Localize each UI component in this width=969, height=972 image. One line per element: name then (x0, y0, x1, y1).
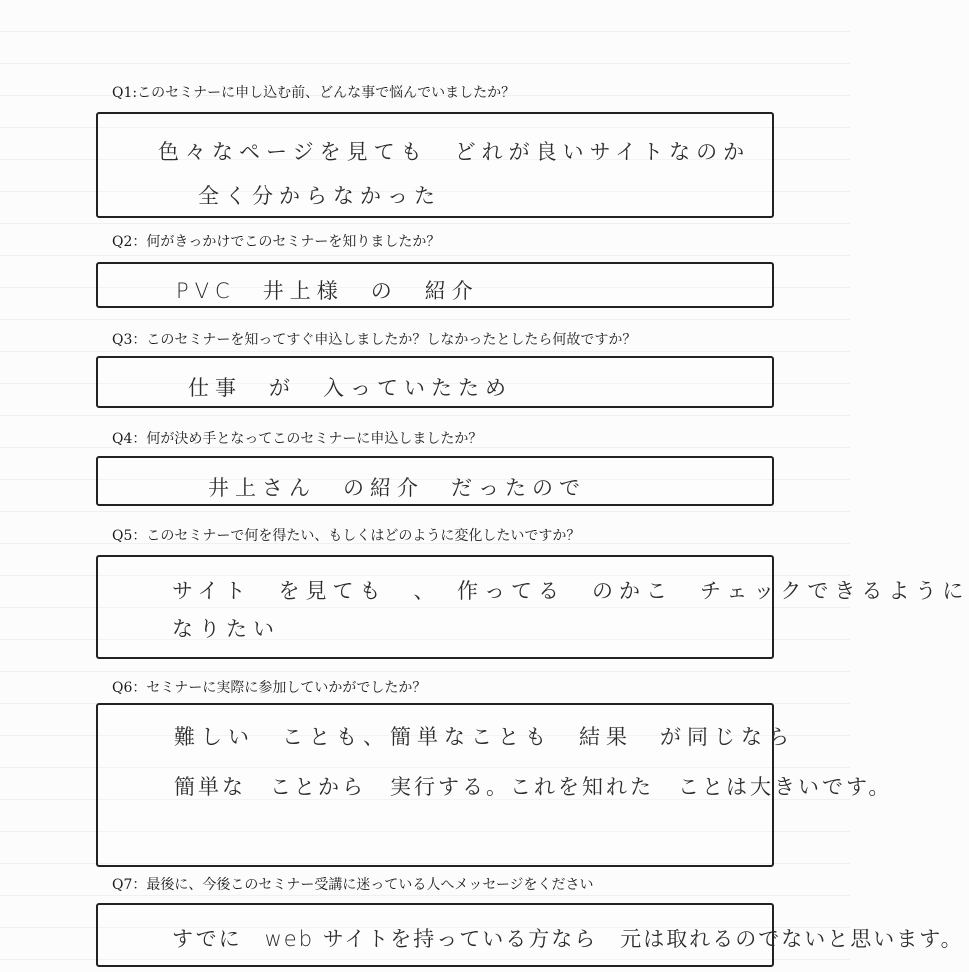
answer-6-box (96, 703, 893, 867)
answer-1-line-2: 全く分からなかった (198, 184, 441, 208)
question-3-label: Q3：このセミナーを知ってすぐ申込しましたか？しなかったとしたら何故ですか？ (112, 332, 637, 348)
answer-6-line-1: 難しい ことも、簡単なことも 結果 が同じなら (174, 725, 795, 749)
answer-7-line-1: すでに web サイトを持っている方なら 元は取れるのでないと思います。 (172, 927, 964, 951)
answer-7-box (96, 903, 964, 967)
question-2-label: Q2：何がきっかけでこのセミナーを知りましたか？ (112, 234, 441, 250)
question-5-label: Q5：このセミナーで何を得たい、もしくはどのように変化したいですか？ (112, 528, 581, 544)
answer-5-box (96, 555, 969, 659)
answer-5-line-1: サイト を見ても 、 作ってる のかこ チェックできるように (172, 579, 969, 603)
question-4-label: Q4：何が決め手となってこのセミナーに申込しましたか？ (112, 431, 483, 447)
answer-2-line-1: PVC 井上様 の 紹介 (176, 279, 479, 303)
answer-2-box (96, 262, 774, 308)
answer-5-line-2: なりたい (172, 617, 280, 641)
question-7-label: Q7：最後に、今後このセミナー受講に迷っている人へメッセージをください (112, 877, 594, 893)
question-6-label: Q6：セミナーに実際に参加していかがでしたか？ (112, 680, 427, 696)
question-1-label: Q1:このセミナーに申し込む前、どんな事で悩んでいましたか？ (112, 85, 516, 101)
answer-6-line-2: 簡単な ことから 実行する。これを知れた ことは大きいです。 (174, 775, 893, 799)
answer-3-box (96, 356, 774, 408)
answer-1-line-1: 色々なページを見ても どれが良いサイトなのか (158, 140, 751, 164)
answer-3-line-1: 仕事 が 入っていたため (188, 376, 512, 400)
answer-4-line-1: 井上さん の紹介 だったので (208, 476, 586, 500)
answer-1-box (96, 112, 774, 218)
answer-4-box (96, 456, 774, 506)
